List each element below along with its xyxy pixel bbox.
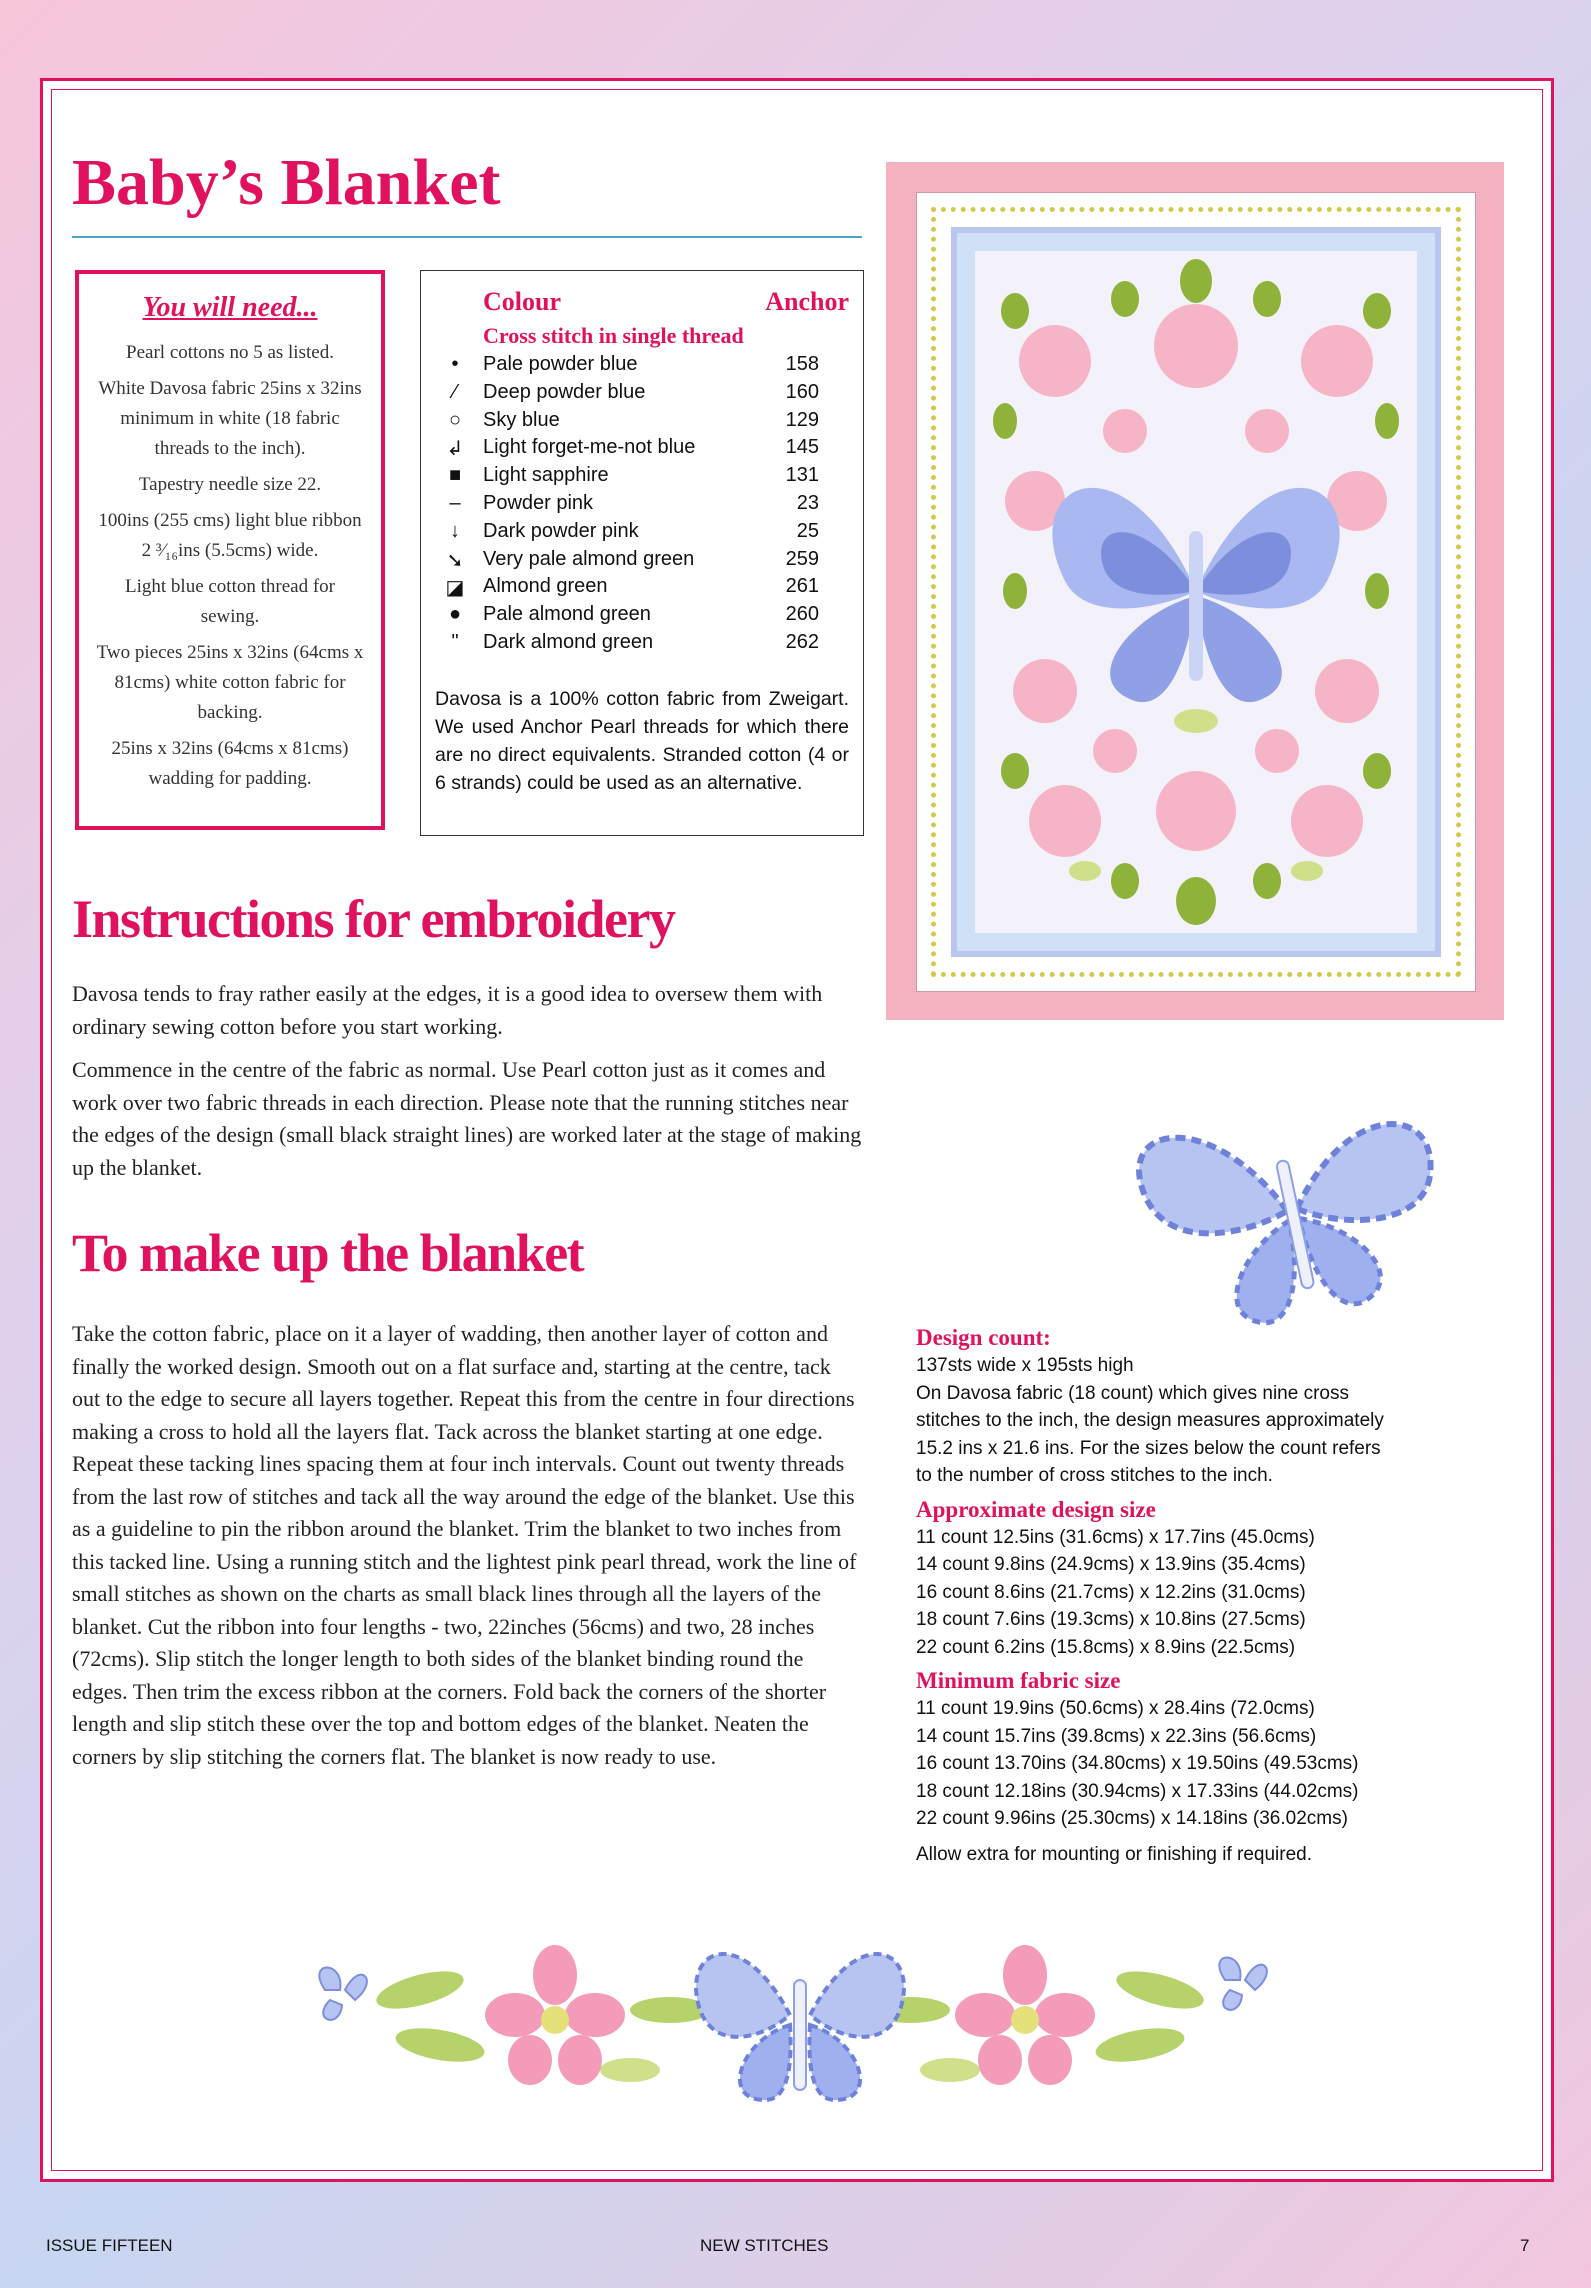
approx-size-line: 16 count 8.6ins (21.7cms) x 12.2ins (31.0cms): [916, 1581, 1306, 1603]
thread-row: [435, 575, 849, 603]
anchor-number: 259: [785, 547, 819, 570]
thread-row: [435, 436, 849, 464]
make-up-text: Take the cotton fabric, place on it a layer of wadding, then another layer of cotton and finally the worked design. Smooth out on a flat surface and, starting at the centre, tack out to the edge to secure all layers together. Repeat this from the centre in four directions making a cross to hold all the layers flat. Tack across the blanket starting at one edge. Repeat these tacking lines spacing them at four inch intervals. Count out twenty threads from the last row of stitches and tack all the way around the edge of the blanket. Use this as a guideline to pin the ribbon around the blanket. Trim the blanket to two inches from this tacked line. Using a running stitch and the lightest pink pearl thread, work the line of small stitches as shown on the charts as small black lines through all the layers of the blanket. Cut the ribbon into four lengths - two, 22inches (56cms) and two, 28 inches (72cms). Slip stitch the longer length to both sides of the blanket binding round the edges. Then trim the excess ribbon at the corners. Fold back the corners of the shorter length and slip stitch these over the top and bottom edges of the blanket. Neaten the corners by slip stitching the corners flat. The blanket is now ready to use.: [72, 1321, 857, 1769]
decorative-border-illustration: [300, 1920, 1300, 2110]
stitch-symbol-icon: •: [451, 353, 459, 375]
thread-name: Dark almond green: [483, 630, 654, 653]
anchor-number: 145: [785, 436, 819, 459]
stitch-symbol-icon: ➘: [446, 549, 464, 572]
instructions-paragraph-1: Davosa tends to fray rather easily at the edges, it is a good idea to oversew them with ordinary sewing cotton before you start working.: [72, 981, 823, 1039]
approx-size-heading: Approximate design size: [916, 1496, 1156, 1522]
stitch-symbol-icon: ↓: [450, 519, 460, 542]
thread-name: Pale almond green: [483, 603, 651, 626]
need-item: 100ins (255 cms) light blue ribbon 2 ³⁄₁₆ins (5.5cms) wide.: [98, 510, 362, 561]
min-fabric-line: 22 count 9.96ins (25.30cms) x 14.18ins (36.02cms): [916, 1808, 1348, 1829]
thread-row: [435, 520, 849, 548]
stitch-symbol-icon: ◪: [445, 577, 465, 600]
thread-name: Sky blue: [483, 408, 560, 431]
thread-row: [435, 381, 849, 409]
anchor-number: 158: [785, 353, 819, 375]
thread-name: Deep powder blue: [483, 380, 646, 403]
min-fabric-line: 16 count 13.70ins (34.80cms) x 19.50ins (49.53cms): [916, 1753, 1359, 1774]
thread-name: Very pale almond green: [483, 547, 695, 570]
need-item: Light blue cotton thread for sewing.: [125, 576, 335, 627]
you-will-need-box: [75, 270, 385, 830]
anchor-column-heading: Anchor: [765, 287, 849, 316]
min-fabric-line: 18 count 12.18ins (30.94cms) x 17.33ins (44.02cms): [916, 1780, 1359, 1802]
need-item: 25ins x 32ins (64cms x 81cms) wadding for padding.: [111, 738, 349, 789]
approx-size-line: 11 count 12.5ins (31.6cms) x 17.7ins (45.0cms): [916, 1526, 1315, 1548]
anchor-number: 260: [785, 603, 819, 626]
stitch-symbol-icon: ↲: [446, 438, 464, 461]
thread-name: Almond green: [483, 575, 608, 598]
min-fabric-line: 11 count 19.9ins (50.6cms) x 28.4ins (72.0cms): [916, 1698, 1315, 1719]
title-rule: [72, 236, 862, 238]
page-number: 7: [1520, 2236, 1530, 2255]
stitch-symbol-icon: –: [449, 491, 461, 514]
magazine-name: NEW STITCHES: [700, 2236, 829, 2255]
anchor-number: 129: [785, 408, 819, 431]
stitch-symbol-icon: ●: [448, 603, 462, 626]
stitch-symbol-icon: ■: [448, 464, 462, 487]
thread-row: [435, 409, 849, 437]
design-count-heading: Design count:: [916, 1325, 1051, 1350]
butterfly-illustration: [1110, 1050, 1470, 1350]
min-fabric-heading: Minimum fabric size: [916, 1668, 1121, 1693]
design-core: [975, 251, 1417, 933]
anchor-number: 261: [785, 575, 819, 598]
colour-column-heading: Colour: [483, 287, 561, 316]
anchor-number: 25: [796, 519, 819, 542]
design-info: [916, 1318, 1476, 1868]
need-item: White Davosa fabric 25ins x 32ins minimum in white (18 fabric threads to the inch).: [98, 378, 362, 459]
colour-key-box: [420, 270, 864, 836]
blanket-design-image: [886, 162, 1504, 1020]
thread-name: Pale powder blue: [483, 353, 638, 375]
fabric-note: Davosa is a 100% cotton fabric from Zweigart. We used Anchor Pearl threads for which there are no direct equivalents. Stranded cotton (4 or 6 strands) could be used as an alternative.: [435, 687, 849, 794]
page-title: Baby’s Blanket: [72, 146, 501, 219]
thread-name: Powder pink: [483, 491, 594, 514]
thread-name: Light sapphire: [483, 464, 609, 487]
colour-key-header: [435, 281, 849, 317]
need-item: Pearl cottons no 5 as listed.: [126, 342, 334, 363]
design-count-line: to the number of cross stitches to the inch.: [916, 1465, 1273, 1486]
thread-row: [435, 548, 849, 576]
approx-size-line: 22 count 6.2ins (15.8cms) x 8.9ins (22.5cms): [916, 1636, 1296, 1658]
anchor-number: 262: [785, 630, 819, 653]
you-will-need-heading: You will need...: [142, 292, 318, 323]
anchor-number: 131: [785, 464, 819, 487]
approx-size-line: 14 count 9.8ins (24.9cms) x 13.9ins (35.4cms): [916, 1554, 1306, 1575]
need-item: Tapestry needle size 22.: [138, 474, 322, 495]
butterfly-flower-pattern: [975, 251, 1417, 933]
need-item: Two pieces 25ins x 32ins (64cms x 81cms) white cotton fabric for backing.: [96, 642, 364, 723]
thread-name: Light forget-me-not blue: [483, 436, 696, 459]
thread-name: Dark powder pink: [483, 519, 639, 542]
instructions-heading: Instructions for embroidery: [72, 889, 675, 949]
design-count-line: On Davosa fabric (18 count) which gives nine cross: [916, 1382, 1349, 1404]
make-up-heading: To make up the blanket: [72, 1223, 584, 1283]
design-count-line: stitches to the inch, the design measures approximately: [916, 1410, 1384, 1431]
colour-key-subheading: Cross stitch in single thread: [483, 323, 744, 348]
min-fabric-line: 14 count 15.7ins (39.8cms) x 22.3ins (56.6cms): [916, 1725, 1317, 1747]
thread-row: [435, 353, 849, 381]
design-border-band: [951, 227, 1441, 957]
thread-list: [435, 353, 849, 659]
stitch-symbol-icon: ○: [448, 408, 462, 431]
approx-size-line: 18 count 7.6ins (19.3cms) x 10.8ins (27.5cms): [916, 1609, 1306, 1630]
thread-row: [435, 631, 849, 659]
stitch-symbol-icon: ": [451, 630, 459, 653]
stitch-symbol-icon: ⁄: [453, 380, 457, 403]
issue-label: ISSUE FIFTEEN: [46, 2236, 173, 2255]
thread-row: [435, 492, 849, 520]
min-fabric-note: Allow extra for mounting or finishing if required.: [916, 1843, 1313, 1865]
anchor-number: 160: [785, 380, 819, 403]
thread-row: [435, 603, 849, 631]
design-count-line: 137sts wide x 195sts high: [916, 1355, 1134, 1376]
design-count-line: 15.2 ins x 21.6 ins. For the sizes below the count refers: [916, 1437, 1381, 1459]
design-mount: [916, 192, 1476, 992]
instructions-paragraph-2: Commence in the centre of the fabric as normal. Use Pearl cotton just as it comes and work over two fabric threads in each direction. Please note that the running stitches near the edges of the design (small black straight lines) are worked later at the stage of making up the blanket.: [72, 1057, 862, 1180]
anchor-number: 23: [796, 491, 819, 514]
thread-row: [435, 464, 849, 492]
